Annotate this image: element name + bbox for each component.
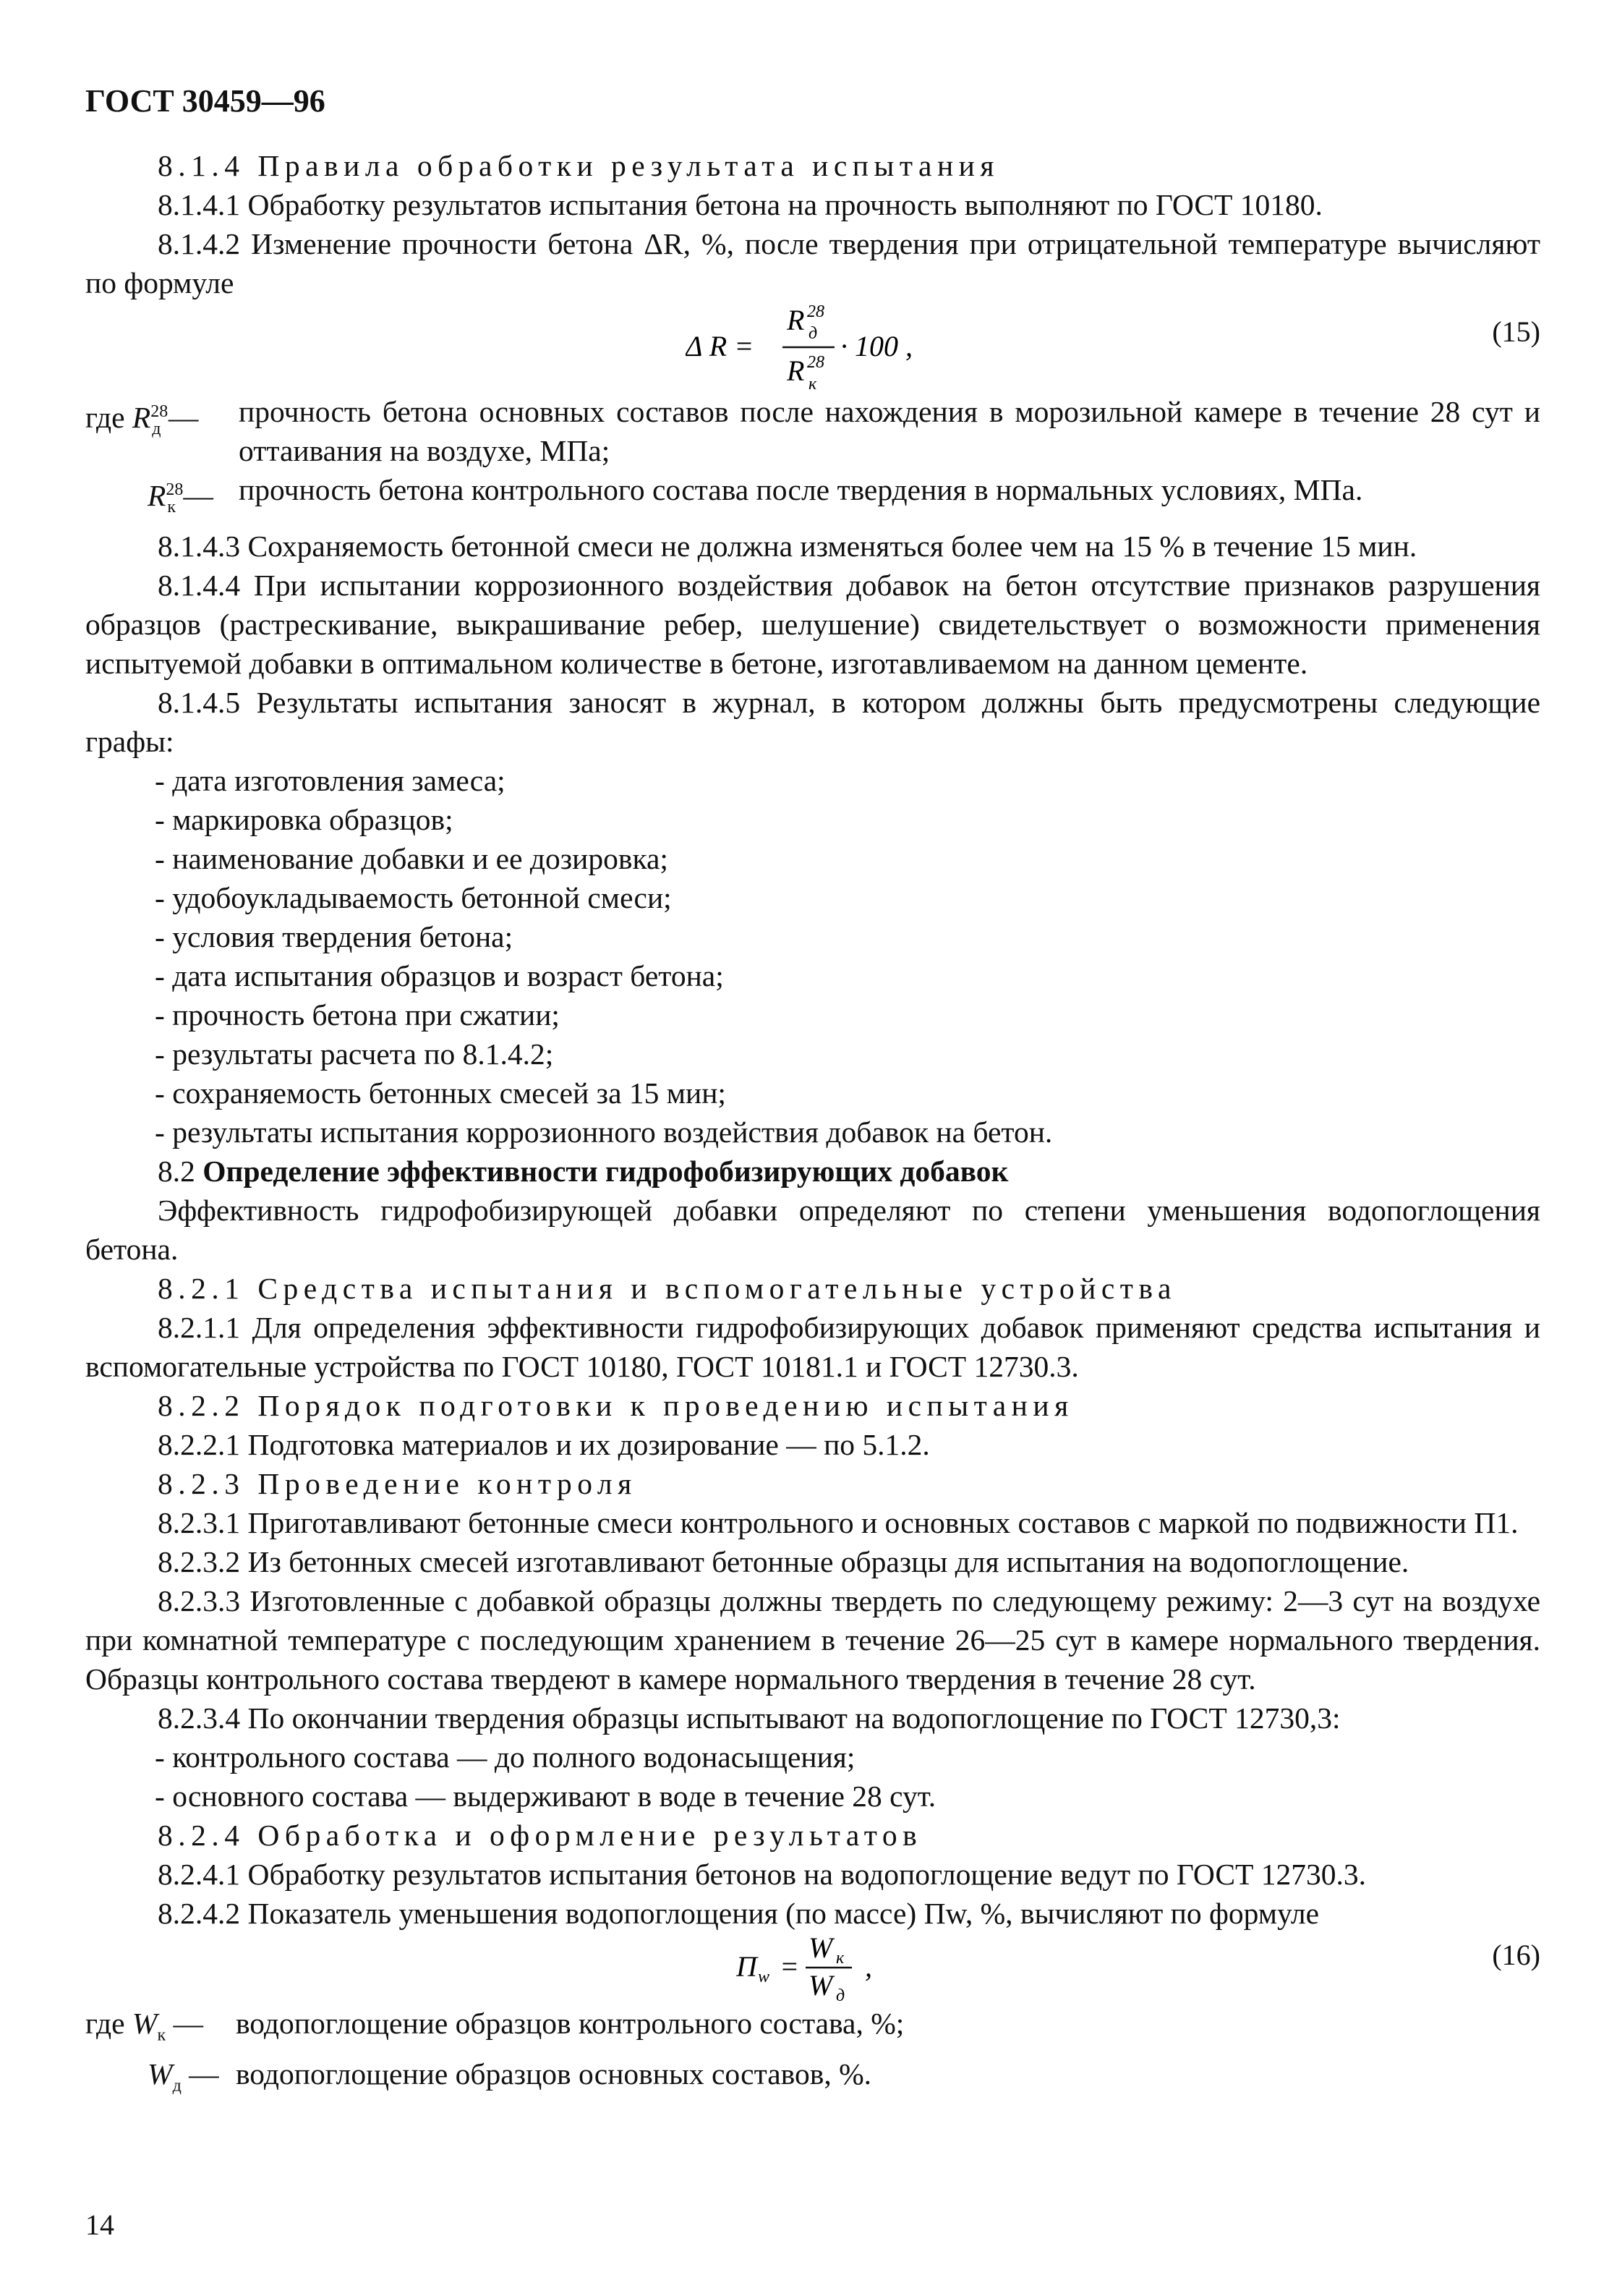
paragraph-8-1-4-3: 8.1.4.3 Сохраняемость бетонной смеси не должна изменяться более чем на 15 % в течение 15 мин.	[158, 530, 1417, 564]
formula-15-den-sub: к	[808, 375, 817, 392]
paragraph-8-1-4-4: 8.1.4.4 При испытании коррозионного воздействия добавок на бетон отсутствие признаков разрушения образцов (растрескивание, выкрашивание ребер, шелушение) свидетельствует о возможности применения испытуемой добавки в оптимальном количестве в бетоне, изготавливаемом на данном цементе.	[85, 569, 1540, 681]
formula-16-num-base: W	[808, 1933, 833, 1965]
journal-item: - наименование добавки и ее дозировка;	[155, 842, 668, 876]
paragraph-8-2-3-1: 8.2.3.1 Приготавливают бетонные смеси контрольного и основных составов с маркой по подвижности П1.	[158, 1506, 1519, 1540]
where-15-desc-1: прочность бетона основных составов после нахождения в морозильной камере в течение 28 сут и оттаивания на воздухе, МПа;	[239, 395, 1540, 467]
where-16-row-1	[85, 2004, 1540, 2054]
journal-item: - дата испытания образцов и возраст бетона;	[155, 959, 724, 993]
formula-15-den-sup: 28	[807, 353, 824, 372]
where-16-symbol-2	[85, 2054, 236, 2105]
where-15-row-2	[85, 470, 1540, 527]
section-title-8-2-1: 8.2.1 Средства испытания и вспомогательные устройства	[158, 1272, 1177, 1306]
formula-15-num-base: R	[787, 304, 805, 336]
paragraph-8-1-4-5: 8.1.4.5 Результаты испытания заносят в журнал, в котором должны быть предусмотрены следующие графы:	[85, 686, 1540, 759]
where-16-dash-2: —	[189, 2057, 219, 2091]
where-15-dash-1: —	[168, 400, 199, 434]
where-15-row-1	[85, 392, 1540, 470]
where-15-sub-2: к	[167, 498, 176, 517]
where-16-row-2	[85, 2054, 1540, 2105]
where-15-sup-2: 28	[166, 480, 184, 499]
journal-item: - условия твердения бетона;	[155, 920, 513, 954]
formula-16-lhs-base: П	[736, 1950, 757, 1984]
where-15-sym-2: R	[148, 478, 166, 512]
where-15-sub-1: д	[152, 420, 161, 439]
paragraph-8-2-3-3: 8.2.3.3 Изготовленные с добавкой образцы должны твердеть по следующему режиму: 2—3 сут на воздухе при комнатной температуре с последующим хранением в течение 26—25 сут в камере нормального твердения. Образцы контрольного состава твердеют в камере нормального твердения в течение 28 сут.	[85, 1584, 1540, 1696]
journal-item: - дата изготовления замеса;	[155, 764, 505, 798]
formula-15-lhs: Δ R =	[686, 330, 754, 362]
formula-16-den-base: W	[808, 1969, 833, 2002]
formula-16-tail: ,	[865, 1950, 872, 1984]
page-number: 14	[85, 2208, 114, 2241]
paragraph-8-1-4-2: 8.1.4.2 Изменение прочности бетона ΔR, %, после твердения при отрицательной температуре вычисляют по формуле	[85, 227, 1540, 299]
journal-item: - маркировка образцов;	[155, 803, 453, 837]
paragraph-8-2-4-1: 8.2.4.1 Обработку результатов испытания бетонов на водопоглощение ведут по ГОСТ 12730.3.	[158, 1858, 1366, 1892]
section-title-8-2-4: 8.2.4 Обработка и оформление результатов	[158, 1819, 923, 1853]
paragraph-8-2-1-1: 8.2.1.1 Для определения эффективности гидрофобизирующих добавок применяют средства испытания и вспомогательные устройства по ГОСТ 10180, ГОСТ 10181.1 и ГОСТ 12730.3.	[85, 1311, 1540, 1384]
section-8-2-heading: Определение эффективности гидрофобизирующих добавок	[202, 1155, 1009, 1189]
formula-16-num-sub: к	[836, 1949, 845, 1968]
where-16-sym-2: W	[148, 2057, 173, 2091]
formula-15-den-base: R	[787, 354, 805, 387]
section-title-8-2-2: 8.2.2 Порядок подготовки к проведению испытания	[158, 1389, 1074, 1423]
document-body	[85, 146, 1540, 2106]
doc-header: ГОСТ 30459—96	[85, 83, 325, 119]
section-8-2-number: 8.2	[158, 1155, 195, 1189]
where-16-dash-1: —	[173, 2007, 203, 2041]
where-15-desc-2: прочность бетона контрольного состава после твердения в нормальных условиях, МПа.	[239, 473, 1363, 506]
formula-15	[85, 302, 1540, 392]
section-title-8-2	[85, 1152, 1540, 1191]
where-15-prefix: где	[85, 400, 125, 434]
where-15-dash-2: —	[183, 478, 213, 512]
journal-item: - сохраняемость бетонных смесей за 15 мин;	[155, 1076, 726, 1110]
where-16-desc-1: водопоглощение образцов контрольного состава, %;	[236, 2007, 905, 2041]
paragraph-8-2-3-4: 8.2.3.4 По окончании твердения образцы испытывают на водопоглощение по ГОСТ 12730,3:	[158, 1701, 1341, 1735]
paragraph-8-2-4-2: 8.2.4.2 Показатель уменьшения водопоглощения (по массе) Пw, %, вычисляют по формуле	[158, 1897, 1320, 1931]
journal-item: - удобоукладываемость бетонной смеси;	[155, 881, 672, 915]
journal-item: - результаты расчета по 8.1.4.2;	[155, 1037, 554, 1071]
where-15-sup-1: 28	[150, 402, 168, 421]
paragraph-8-2-3-2: 8.2.3.2 Из бетонных смесей изготавливают бетонные образцы для испытания на водопоглощение.	[158, 1545, 1409, 1579]
journal-item: - прочность бетона при сжатии;	[155, 998, 560, 1032]
formula-16-den-sub: д	[836, 1986, 845, 2004]
formula-16-number: (16)	[1492, 1939, 1540, 1972]
section-title-8-1-4: 8.1.4 Правила обработки результата испытания	[158, 149, 999, 182]
where-16-sym-1: W	[132, 2007, 158, 2041]
section-title-8-2-3: 8.2.3 Проведение контроля	[158, 1467, 637, 1501]
formula-16-eq: =	[780, 1950, 799, 1984]
test-item: - основного состава — выдерживают в воде в течение 28 сут.	[155, 1780, 937, 1814]
where-15-sym-1: R	[132, 400, 151, 434]
where-16-prefix: где	[85, 2007, 125, 2041]
journal-item: - результаты испытания коррозионного воздействия добавок на бетон.	[155, 1115, 1053, 1149]
formula-15-num-sup: 28	[807, 302, 824, 321]
formula-16	[85, 1933, 1540, 2004]
where-15-symbol-1	[85, 392, 239, 448]
formula-16-expression	[736, 1933, 953, 2004]
formula-15-num-sub: д	[808, 324, 818, 343]
paragraph-8-2-2-1: 8.2.2.1 Подготовка материалов и их дозирование — по 5.1.2.	[158, 1428, 930, 1462]
formula-15-number: (15)	[1492, 315, 1540, 348]
where-16-symbol-1	[85, 2004, 236, 2054]
paragraph-8-1-4-1: 8.1.4.1 Обработку результатов испытания бетона на прочность выполняют по ГОСТ 10180.	[158, 188, 1323, 221]
where-16-desc-2: водопоглощение образцов основных составов, %.	[236, 2057, 872, 2091]
formula-16-lhs-sub: w	[758, 1968, 770, 1987]
where-15-symbol-2	[85, 470, 239, 527]
paragraph-8-2-intro: Эффективность гидрофобизирующей добавки определяют по степени уменьшения водопоглощения бетона.	[85, 1194, 1540, 1267]
formula-15-expression	[686, 302, 946, 392]
where-16-sub-1: к	[157, 2025, 166, 2045]
where-16-sub-2: д	[172, 2076, 182, 2096]
formula-15-tail: · 100 ,	[840, 330, 913, 362]
test-item: - контрольного состава — до полного водонасыщения;	[155, 1740, 856, 1774]
